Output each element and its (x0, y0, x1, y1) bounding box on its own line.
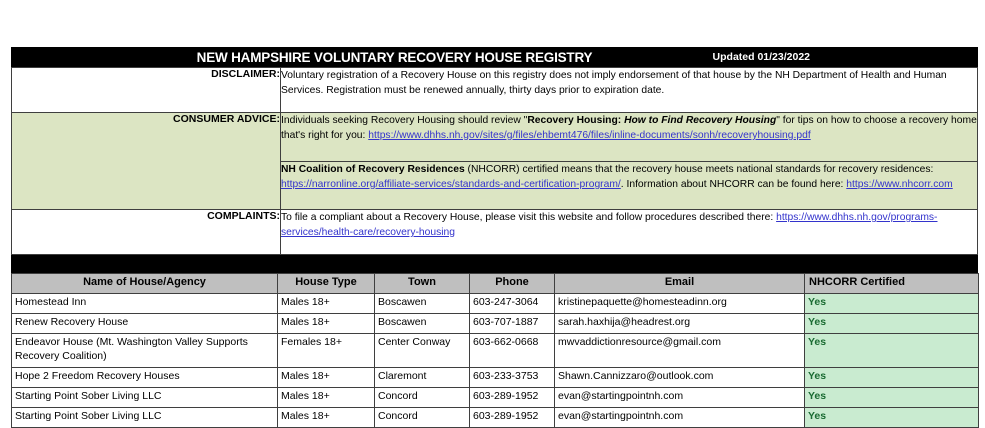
table-row[interactable] (12, 314, 979, 334)
cell-phone: 603-707-1887 (470, 314, 555, 334)
registry-title-bar (11, 47, 978, 67)
nhcorr-site-link[interactable]: https://www.nhcorr.com (846, 179, 953, 190)
disclaimer-label: DISCLAIMER: (12, 68, 281, 113)
cell-phone: 603-662-0668 (470, 334, 555, 368)
info-block (11, 67, 978, 255)
ca-text-a: Individuals seeking Recovery Housing should review " (281, 115, 528, 126)
consumer-advice-row-1 (12, 113, 978, 162)
cell-phone: 603-289-1952 (470, 388, 555, 408)
recovery-housing-pdf-link[interactable]: https://www.dhhs.nh.gov/sites/g/files/ehbemt476/files/inline-documents/sonh/recoveryhousing.pdf (368, 130, 811, 141)
cell-house-type: Males 18+ (278, 294, 375, 314)
complaints-row (12, 210, 978, 255)
cell-name: Renew Recovery House (12, 314, 278, 334)
page-title: NEW HAMPSHIRE VOLUNTARY RECOVERY HOUSE REGISTRY (196, 49, 593, 65)
cell-email: Shawn.Cannizzaro@outlook.com (555, 368, 805, 388)
cell-town: Concord (375, 408, 470, 428)
col-header-name[interactable]: Name of House/Agency (12, 274, 278, 294)
table-header-row (12, 274, 979, 294)
cell-email: evan@startingpointnh.com (555, 388, 805, 408)
cell-email: sarah.haxhija@headrest.org (555, 314, 805, 334)
consumer-advice-text-1 (281, 113, 978, 162)
cell-nhcorr-certified: Yes (805, 294, 979, 314)
registry-sheet (11, 47, 978, 428)
col-header-nhcorr-certified[interactable]: NHCORR Certified (805, 274, 979, 294)
recovery-house-table (11, 273, 979, 428)
nhcorr-more: . Information about NHCORR can be found here: (620, 179, 847, 190)
cell-town: Boscawen (375, 314, 470, 334)
cell-name: Endeavor House (Mt. Washington Valley Supports Recovery Coalition) (12, 334, 278, 368)
disclaimer-row (12, 68, 978, 113)
cell-town: Center Conway (375, 334, 470, 368)
table-row[interactable] (12, 294, 979, 314)
table-body (12, 294, 979, 428)
col-header-town[interactable]: Town (375, 274, 470, 294)
complaints-desc: To file a compliant about a Recovery House, please visit this website and follow procedures described there: (281, 212, 777, 223)
updated-date: Updated 01/23/2022 (712, 51, 810, 63)
cell-name: Homestead Inn (12, 294, 278, 314)
cell-house-type: Males 18+ (278, 314, 375, 334)
table-row[interactable] (12, 408, 979, 428)
table-row[interactable] (12, 388, 979, 408)
cell-name: Starting Point Sober Living LLC (12, 388, 278, 408)
cell-nhcorr-certified: Yes (805, 408, 979, 428)
ca-text-bolditalic: How to Find Recovery Housing (624, 115, 777, 126)
cell-phone: 603-233-3753 (470, 368, 555, 388)
cell-house-type: Males 18+ (278, 368, 375, 388)
disclaimer-text: Voluntary registration of a Recovery House on this registry does not imply endorsement of that house by the NH Department of Health and Human Services. Registration must be renewed annually, thirty days prior to expiration date. (281, 68, 978, 113)
cell-name: Starting Point Sober Living LLC (12, 408, 278, 428)
complaints-text (281, 210, 978, 255)
cell-house-type: Males 18+ (278, 388, 375, 408)
cell-town: Claremont (375, 368, 470, 388)
col-header-house-type[interactable]: House Type (278, 274, 375, 294)
ca-text-bold: Recovery Housing: (527, 115, 622, 126)
complaints-link[interactable]: https://www.dhhs.nh.gov/programs-services/health-care/recovery-housing (281, 212, 938, 238)
col-header-email[interactable]: Email (555, 274, 805, 294)
cell-house-type: Females 18+ (278, 334, 375, 368)
ca-text-d: " for tips on how to choose a recovery home that's right for you: (281, 115, 977, 141)
cell-town: Concord (375, 388, 470, 408)
cell-town: Boscawen (375, 294, 470, 314)
cell-email: kristinepaquette@homesteadinn.org (555, 294, 805, 314)
complaints-label: COMPLAINTS: (12, 210, 281, 255)
narr-standards-link[interactable]: https://narronline.org/affiliate-services/standards-and-certification-program/ (281, 179, 621, 190)
consumer-advice-label: CONSUMER ADVICE: (12, 113, 281, 210)
cell-email: evan@startingpointnh.com (555, 408, 805, 428)
section-separator (11, 255, 978, 273)
table-row[interactable] (12, 334, 979, 368)
table-row[interactable] (12, 368, 979, 388)
col-header-phone[interactable]: Phone (470, 274, 555, 294)
cell-email: mwvaddictionresource@gmail.com (555, 334, 805, 368)
cell-name: Hope 2 Freedom Recovery Houses (12, 368, 278, 388)
nhcorr-name: NH Coalition of Recovery Residences (281, 164, 465, 175)
nhcorr-desc: (NHCORR) certified means that the recovery house meets national standards for recovery residences: (464, 164, 934, 175)
cell-phone: 603-289-1952 (470, 408, 555, 428)
cell-nhcorr-certified: Yes (805, 368, 979, 388)
cell-phone: 603-247-3064 (470, 294, 555, 314)
cell-house-type: Males 18+ (278, 408, 375, 428)
consumer-advice-text-2 (281, 162, 978, 210)
cell-nhcorr-certified: Yes (805, 334, 979, 368)
cell-nhcorr-certified: Yes (805, 388, 979, 408)
cell-nhcorr-certified: Yes (805, 314, 979, 334)
